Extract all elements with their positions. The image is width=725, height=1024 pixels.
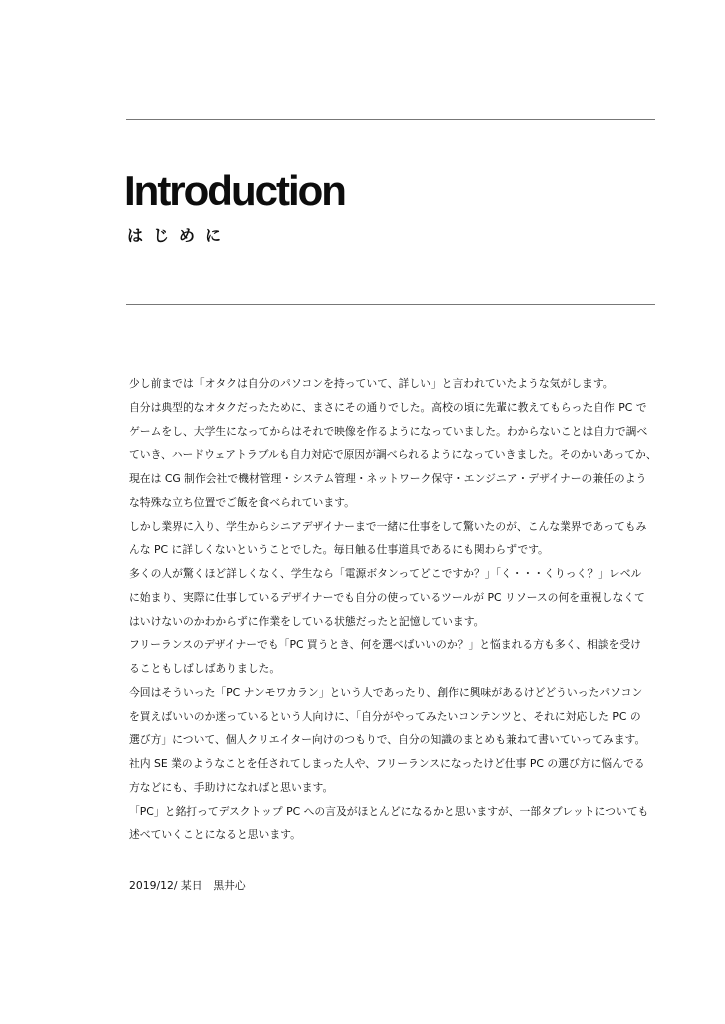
body-line: 「PC」と銘打ってデスクトップ PC への言及がほとんどになるかと思いますが、一部タブレットについても [129,804,649,818]
body-line: 選び方」について、個人クリエイター向けのつもりで、自分の知識のまとめも兼ねて書いていってみます。 [129,733,646,747]
body-line: ゲームをし、大学生になってからはそれで映像を作るようになっていました。わからないことは自力で調べ [129,424,648,438]
top-divider [126,119,655,120]
body-line: 社内 SE 業のようなことを任されてしまった人や、フリーランスになったけど仕事 PC の選び方に悩んでる [129,757,645,770]
body-line: 今回はそういった「PC ナンモワカラン」という人であったり、創作に興味があるけどどういったパソコン [129,685,643,699]
body-line: 方などにも、手助けになればと思います。 [129,780,334,794]
date-signature: 2019/12/ 某日 黒井心 [129,879,246,892]
body-line: はいけないのかわからずに作業をしている状態だったと記憶しています。 [129,614,485,628]
body-line: フリーランスのデザイナーでも「PC 買うとき、何を選べばいいのか？」と悩まれる方も多く、相談を受け [129,638,641,652]
body-line: 自分は典型的なオタクだったために、まさにその通りでした。高校の頃に先輩に教えてもらった自作 PC で [129,400,647,414]
page-subtitle: はじめに [127,226,232,245]
body-text [129,372,659,847]
bottom-divider [126,304,655,305]
body-line: 現在は CG 制作会社で機材管理・システム管理・ネットワーク保守・エンジニア・デザイナーの兼任のよう [129,472,647,485]
body-line: を買えばいいのか迷っているという人向けに、「自分がやってみたいコンテンツと、それに対応した PC の [129,709,641,723]
body-line: しかし業界に入り、学生からシニアデザイナーまで一緒に仕事をして驚いたのが、こんな業界であってもみ [129,519,647,533]
body-line: 述べていくことになると思います。 [129,828,301,842]
body-line: んな PC に詳しくないということでした。毎日触る仕事道具であるにも関わらずです。 [129,543,549,557]
page-title: Introduction [124,167,345,214]
body-line: な特殊な立ち位置でご飯を食べられています。 [129,495,355,509]
body-line: 多くの人が驚くほど詳しくなく、学生なら「電源ボタンってどこですか？」「く・・・くりっく？」レベル [129,567,642,580]
body-line: 少し前までは「オタクは自分のパソコンを持っていて、詳しい」と言われていたような気がします。 [129,377,614,390]
body-line: ることもしばしばありました。 [129,662,281,675]
body-line: に始まり、実際に仕事しているデザイナーでも自分の使っているツールが PC リソースの何を重視しなくて [129,590,645,604]
body-line: ていき、ハードウェアトラブルも自力対応で原因が調べられるようになっていきました。そのかいあってか、 [129,448,657,462]
